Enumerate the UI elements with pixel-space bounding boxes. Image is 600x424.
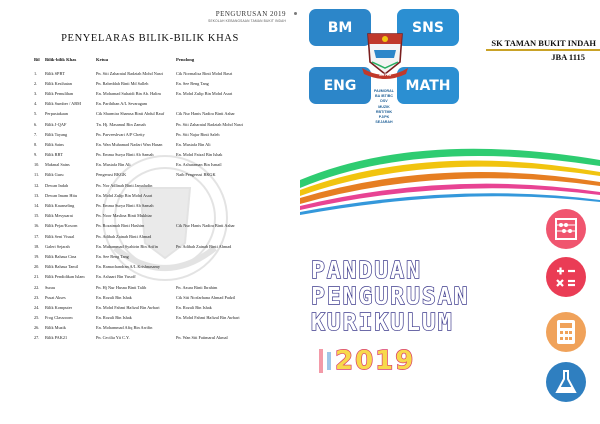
coordinator-assistant: Cik Nur Hanis Nadira Binti Azhar: [176, 111, 235, 117]
coordinator-assistant: En. Mohd Fahmi Hafizal Bin Awbari: [176, 315, 240, 321]
coordinator-assistant: En. Rozali Bin Ishak: [176, 304, 212, 310]
room-name: Dewan Indah: [45, 182, 69, 188]
subject-item: DSV: [380, 99, 388, 104]
coordinator-assistant: [176, 180, 292, 190]
room-name: Bilik Guru: [45, 172, 64, 178]
coordinator-assistant: [176, 211, 292, 221]
coordinator-head: Cik Sharmira Shamsa Binti Abdul Rauf: [96, 111, 165, 117]
subject-item: MUZIK: [378, 104, 390, 109]
school-code: JBA 1115: [551, 52, 585, 62]
room-name: Bilik SPBT: [45, 70, 65, 76]
row-number: 8.: [34, 141, 38, 147]
coordinator-assistant: [176, 323, 292, 333]
year-block: [319, 346, 415, 376]
row-number: 25.: [34, 315, 40, 321]
coordinator-assistant: Pn. Wan Siti Fatimarul Akmal: [176, 335, 228, 341]
room-name: Bilik Seni Visual: [45, 233, 75, 239]
table-row: [34, 221, 292, 231]
room-name: Bilik Pemulihan: [45, 90, 74, 96]
subject-item: BA /BT/BC: [374, 94, 394, 99]
coordinator-head: Pn. Hj Nur Husna Binti Talib: [96, 284, 147, 290]
coordinator-assistant: Cik Nur Hanis Nadira Binti Azhar: [176, 223, 235, 229]
coordinator-head: Pn. Rozaimah Binti Hashim: [96, 223, 145, 229]
header-title: PENGURUSAN 2019: [215, 10, 286, 18]
table-header-row: [34, 57, 292, 68]
emblem-text: SKTBI: [379, 72, 391, 77]
cover-title-line-1: PANDUAN: [311, 258, 422, 284]
coordinator-head: En. Muhammad Syahirin Bin Arifin: [96, 243, 158, 249]
coordinator-assistant: En. Mohd Faizal Bin Ishak: [176, 152, 223, 158]
row-number: 23.: [34, 294, 40, 300]
row-number: 19.: [34, 253, 40, 259]
tile-eng: ENG: [309, 67, 371, 104]
row-number: 21.: [34, 274, 40, 280]
room-name: Galeri Sejarah: [45, 243, 70, 249]
room-coordinator-table: [34, 57, 292, 343]
coordinator-head: Pn. Rabeddah Binti Md Salleh: [96, 80, 149, 86]
coordinator-assistant: [176, 262, 292, 272]
coordinator-assistant: [176, 272, 292, 282]
year-accent-bar: [319, 349, 323, 373]
coordinator-assistant: [176, 231, 292, 241]
row-number: 12.: [34, 182, 40, 188]
room-name: Bilik Sumber / ABM: [45, 101, 81, 107]
room-name: Bilik Tayang: [45, 131, 68, 137]
row-number: 1.: [34, 70, 38, 76]
coordinator-assistant: [176, 251, 292, 261]
table-row: [34, 68, 292, 78]
coordinator-assistant: Pn. Adibah Zainab Binti Ahmad: [176, 243, 232, 249]
coordinator-assistant: Cik Siti Norfarhana Ahmad Padzil: [176, 294, 236, 300]
coordinator-head: En. Rozali Bin Ishak: [96, 315, 132, 321]
coordinator-assistant: Naib Pengerusi BKGK: [176, 172, 216, 178]
cover-page: [300, 0, 600, 424]
coordinator-assistant: [176, 99, 292, 109]
subject-item: PJ/PK: [378, 115, 390, 120]
table-row: [34, 150, 292, 160]
room-name: Bilik Muzik: [45, 325, 66, 331]
room-name: Bilik RBT: [45, 152, 64, 158]
coordinator-head: En. Ramachandran A/L Krishnasamy: [96, 264, 161, 270]
tile-sns: SNS: [397, 9, 459, 46]
table-row: [34, 200, 292, 210]
coordinator-assistant: Pn. Azura Binti Ibrahim: [176, 284, 218, 290]
table-row: [34, 333, 292, 343]
row-number: 20.: [34, 264, 40, 270]
room-name: Bilik J-QAF: [45, 121, 67, 127]
coordinator-head: En. Mohamad Suhaidi Bin Ab. Halim: [96, 90, 161, 96]
coordinator-head: En. Parthiban A/L Sevaragam: [96, 101, 148, 107]
gold-divider: [486, 49, 600, 51]
room-name: Bilik Pejar/Kosorn: [45, 223, 78, 229]
coordinator-assistant: [176, 200, 292, 210]
row-number: 15.: [34, 213, 40, 219]
table-row: [34, 139, 292, 149]
room-name: Bilik Sains: [45, 141, 64, 147]
row-number: 9.: [34, 152, 38, 158]
table-body: [34, 68, 292, 343]
table-row: [34, 190, 292, 200]
coordinator-assistant: En. Ashuraman Bin Ismail: [176, 162, 222, 168]
row-number: 11.: [34, 172, 40, 178]
table-row: [34, 211, 292, 221]
row-number: 22.: [34, 284, 40, 290]
table-row: [34, 272, 292, 282]
coordinator-assistant: [176, 190, 292, 200]
column-header-assistant: Penolong: [176, 57, 195, 62]
decorative-swoosh-icon: [300, 120, 600, 215]
table-row: [34, 119, 292, 129]
coordinator-head: Pn. Nor Adlinah Binti Jamaludin: [96, 182, 153, 188]
tile-bm: BM: [309, 9, 371, 46]
math-symbols-icon: [546, 257, 586, 297]
row-number: 4.: [34, 101, 38, 107]
coordinator-head: En. Mohammad Afiq Bin Arrifin: [96, 325, 153, 331]
coordinator-head: Pn. Siti Zaharatul Radziah Mohd Nasri: [96, 70, 164, 76]
table-row: [34, 180, 292, 190]
row-number: 3.: [34, 90, 38, 96]
row-number: 10.: [34, 162, 40, 168]
row-number: 17.: [34, 233, 40, 239]
coordinator-head: En. Rozali Bin Ishak: [96, 294, 132, 300]
cover-title-line-2: PENGURUSAN: [311, 284, 470, 310]
row-number: 7.: [34, 131, 38, 137]
coordinator-assistant: Pn. Siti Najar Binti Saleh: [176, 131, 220, 137]
coordinator-head: En. Mustafa Bin Ali: [96, 162, 131, 168]
table-row: [34, 282, 292, 292]
row-number: 16.: [34, 223, 40, 229]
cover-title-line-3: KURIKULUM: [311, 310, 454, 336]
coordinator-head: En. Mohd Zulip Bin Mohd Asari: [96, 192, 153, 198]
table-row: [34, 160, 292, 170]
table-row: [34, 241, 292, 251]
coordinator-head: Pn. Emma Surya Binti Ab Samah: [96, 152, 154, 158]
row-number: 26.: [34, 325, 40, 331]
coordinator-head: Pn. Noor Maslina Binti Mukhtar: [96, 213, 152, 219]
calculator-icon: [546, 312, 586, 352]
table-row: [34, 99, 292, 109]
coordinator-head: Tn. Hj. Masamul Bin Zamah: [96, 121, 146, 127]
cover-year: 2019: [335, 346, 416, 376]
header-subtitle: SEKOLAH KEBANGSAAN TAMAN BUKIT INDAH: [208, 19, 286, 23]
room-name: Bilik Pendidikan Islam: [45, 274, 85, 280]
room-name: Bilik Bahasa Tamil: [45, 264, 79, 270]
coordinator-head: En. Ashaari Bin Yusoff: [96, 274, 136, 280]
row-number: 24.: [34, 304, 40, 310]
coordinator-assistant: En. Mustafa Bin Ali: [176, 141, 211, 147]
room-name: Bilik Kaunseling: [45, 203, 75, 209]
subject-item: SEJARAH: [375, 120, 393, 125]
room-name: Pusat Akses: [45, 294, 66, 300]
room-name: Bilik Bahasa Cina: [45, 253, 77, 259]
coordinator-assistant: En. See Beng Tang: [176, 80, 209, 86]
coordinator-head: En. Mohd Fahmi Hafizal Bin Awbari: [96, 304, 160, 310]
table-row: [34, 251, 292, 261]
coordinator-head: En. Wan Muhamad Nadzri Wan Hasan: [96, 141, 163, 147]
table-row: [34, 302, 292, 312]
column-header-no: Bil: [34, 57, 40, 62]
row-number: 14.: [34, 203, 40, 209]
room-name: Frog Classroom: [45, 315, 73, 321]
row-number: 18.: [34, 243, 40, 249]
column-header-room: Bilik-bilik Khas: [45, 57, 77, 62]
school-emblem-icon: [360, 28, 410, 80]
table-row: [34, 78, 292, 88]
room-name: Dewan Imam Hitu: [45, 192, 77, 198]
tile-math: MATH: [397, 67, 459, 104]
coordinator-assistant: Pn. Siti Zaharatul Radziah Mohd Nasri: [176, 121, 244, 127]
subject-item: RBT/TMK: [375, 109, 393, 114]
row-number: 13.: [34, 192, 40, 198]
table-row: [34, 231, 292, 241]
table-row: [34, 129, 292, 139]
coordinator-assistant: En. Mohd Zulip Bin Mohd Asari: [176, 90, 233, 96]
document-title: PENYELARAS BILIK-BILIK KHAS: [61, 33, 239, 44]
coordinator-head: Pengerusi BKGK: [96, 172, 127, 178]
row-number: 27.: [34, 335, 40, 341]
coordinator-head: Pn. Cecilia Yii C.Y.: [96, 335, 130, 341]
table-row: [34, 323, 292, 333]
room-name: Bilik PAK21: [45, 335, 68, 341]
chemistry-flask-icon: [546, 362, 586, 402]
coordinator-head: En. See Beng Tang: [96, 253, 129, 259]
coordinator-head: Pn. Adibah Zainab Binti Ahmad: [96, 233, 152, 239]
coordinator-head: Pn. Emma Surya Binti Ab Samah: [96, 203, 154, 209]
row-number: 2.: [34, 80, 38, 86]
year-accent-bar: [327, 352, 331, 370]
row-number: 5.: [34, 111, 38, 117]
coordinator-assistant: Cik Normalisa Binti Mohd Basri: [176, 70, 233, 76]
table-row: [34, 313, 292, 323]
subject-item: PAI/MORAL: [374, 89, 394, 93]
column-header-head: Ketua: [96, 57, 108, 62]
room-name: Bilik Kesihatan: [45, 80, 72, 86]
abacus-icon: [546, 209, 586, 249]
room-name: Makmal Sains: [45, 162, 70, 168]
table-row: [34, 292, 292, 302]
coordinator-head: Pn. Parveeshvari A/P Chetty: [96, 131, 145, 137]
page-header: [208, 10, 286, 23]
table-row: [34, 109, 292, 119]
row-number: 6.: [34, 121, 38, 127]
school-name: SK TAMAN BUKIT INDAH: [491, 38, 596, 48]
table-row: [34, 88, 292, 98]
room-name: Bilik Komputer: [45, 304, 73, 310]
room-name: Bilik Mesyuarat: [45, 213, 73, 219]
room-name: Perpustakaan: [45, 111, 68, 117]
room-name: Surau: [45, 284, 56, 290]
table-row: [34, 262, 292, 272]
header-dot-icon: [294, 12, 297, 15]
table-row: [34, 170, 292, 180]
